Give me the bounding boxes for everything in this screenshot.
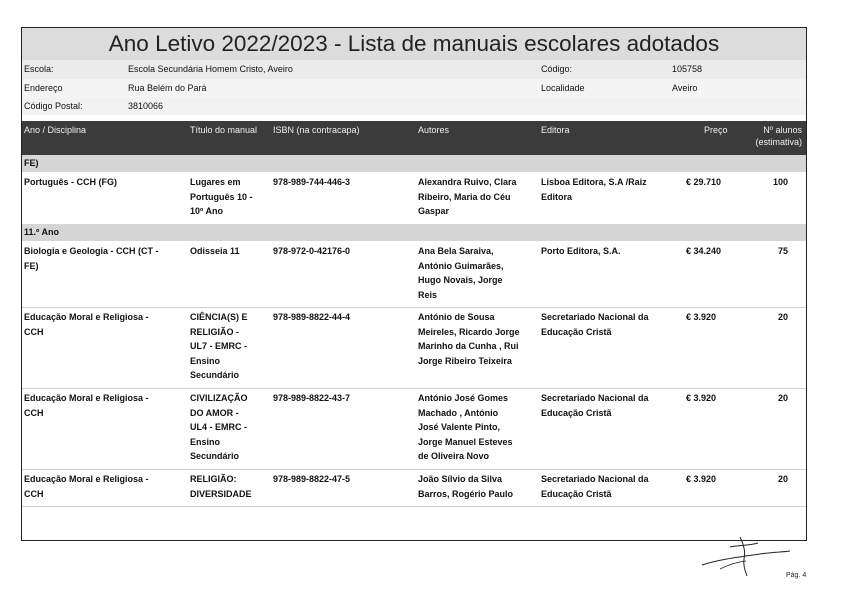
cell-editora-line: Secretariado Nacional da — [541, 474, 649, 484]
cell-autores — [418, 310, 536, 368]
handwritten-signature — [700, 535, 792, 577]
col-ano-disciplina: Ano / Disciplina — [24, 125, 87, 135]
localidade-label: Localidade — [541, 83, 585, 93]
col-preco: Preço — [704, 125, 728, 135]
cell-editora-line: Educação Cristã — [541, 488, 612, 499]
table-row — [22, 469, 806, 507]
cell-preco: € 3.920 — [686, 393, 717, 403]
cell-titulo-line: DIVERSIDADE — [190, 488, 252, 499]
cell-autores-line: Reis — [418, 289, 438, 300]
cell-autores-line: Meireles, Ricardo Jorge — [418, 326, 520, 337]
codigo-value: 105758 — [672, 64, 703, 74]
cell-alunos: 20 — [777, 312, 788, 322]
cell-editora — [541, 472, 681, 501]
cell-disciplina — [24, 391, 184, 420]
cell-autores-line: Marinho da Cunha , Rui — [418, 341, 519, 351]
page-number: Pág. 4 — [786, 572, 807, 579]
cell-autores-line: Barros, Rogério Paulo — [418, 488, 514, 499]
cell-titulo-line: Ensino — [190, 436, 221, 447]
codigo-label: Código: — [541, 64, 573, 74]
col-alunos-line1: Nº alunos — [763, 125, 802, 135]
table-body — [22, 155, 806, 540]
cell-titulo-line: RELIGIÃO - — [190, 326, 239, 337]
cell-alunos: 20 — [777, 393, 788, 403]
cell-autores-line: Jorge Manuel Esteves — [418, 436, 513, 447]
cell-autores-line: António de Sousa — [418, 312, 495, 322]
cell-disciplina — [24, 175, 184, 190]
cell-autores-line: Jorge Ribeiro Teixeira — [418, 355, 512, 366]
cell-isbn: 978-989-8822-44-4 — [273, 312, 351, 322]
cell-disciplina — [24, 310, 184, 339]
cell-titulo-line: DO AMOR - — [190, 407, 239, 418]
cell-titulo-line: 10º Ano — [190, 206, 223, 216]
cell-editora-line: Porto Editora, S.A. — [541, 246, 621, 256]
cell-autores-line: Gaspar — [418, 206, 450, 216]
cell-titulo-line: UL4 - EMRC - — [190, 422, 247, 432]
cell-titulo-line: Odisseia 11 — [190, 246, 240, 256]
cell-autores-line: de Oliveira Novo — [418, 451, 490, 461]
cell-isbn: 978-989-744-446-3 — [273, 177, 351, 187]
cell-titulo-line: CIVILIZAÇÃO — [190, 393, 248, 403]
cell-preco: € 3.920 — [686, 312, 717, 322]
col-isbn: ISBN (na contracapa) — [273, 125, 360, 135]
cell-autores-line: António Guimarães, — [418, 260, 504, 271]
table-row — [22, 388, 806, 470]
cell-titulo — [190, 472, 268, 501]
cell-editora — [541, 391, 681, 420]
cell-titulo — [190, 391, 268, 464]
col-autores: Autores — [418, 125, 450, 135]
cell-autores-line: Ana Bela Saraiva, — [418, 246, 494, 256]
cell-editora-line: Secretariado Nacional da — [541, 393, 649, 403]
cell-autores-line: José Valente Pinto, — [418, 422, 501, 432]
cell-disciplina-line: Educação Moral e Religiosa - — [24, 312, 149, 322]
document-frame — [21, 27, 807, 541]
school-info — [22, 60, 806, 121]
cell-disciplina-line: CCH — [24, 326, 44, 337]
codigo-postal-value: 3810066 — [128, 101, 164, 111]
codigo-postal-label: Código Postal: — [24, 101, 83, 111]
cell-editora-line: Lisboa Editora, S.A /Raiz — [541, 177, 647, 187]
cell-preco: € 3.920 — [686, 474, 717, 484]
cell-titulo-line: CIÊNCIA(S) E — [190, 312, 248, 322]
section-header: 11.º Ano — [22, 224, 806, 241]
cell-editora — [541, 244, 681, 259]
cell-alunos: 75 — [777, 246, 788, 256]
page-title: Ano Letivo 2022/2023 - Lista de manuais escolares adotados — [22, 28, 806, 60]
cell-disciplina-line: Educação Moral e Religiosa - — [24, 474, 149, 484]
cell-autores — [418, 175, 536, 219]
cell-editora-line: Secretariado Nacional da — [541, 312, 649, 322]
cell-disciplina — [24, 244, 184, 273]
cell-alunos: 100 — [772, 177, 788, 187]
cell-titulo-line: Lugares em — [190, 177, 241, 187]
cell-disciplina — [24, 472, 184, 501]
cell-autores — [418, 244, 536, 302]
escola-label: Escola: — [24, 64, 54, 74]
cell-autores-line: João Sílvio da Silva — [418, 474, 503, 484]
cell-disciplina-line: Português - CCH (FG) — [24, 177, 117, 187]
cell-autores-line: Ribeiro, Maria do Céu — [418, 191, 511, 202]
cell-autores — [418, 391, 536, 464]
col-alunos-line2: (estimativa) — [755, 137, 802, 147]
escola-value: Escola Secundária Homem Cristo, Aveiro — [128, 64, 293, 74]
col-editora: Editora — [541, 125, 570, 135]
cell-disciplina-line: CCH — [24, 407, 44, 418]
cell-autores-line: António José Gomes — [418, 393, 509, 403]
cell-disciplina-line: FE) — [24, 260, 39, 271]
table-row — [22, 307, 806, 389]
cell-editora-line: Editora — [541, 191, 573, 202]
cell-editora — [541, 175, 681, 204]
school-info-row — [22, 98, 806, 115]
cell-titulo-line: Secundário — [190, 370, 240, 380]
cell-isbn: 978-989-8822-43-7 — [273, 393, 351, 403]
col-alunos — [744, 125, 802, 147]
cell-titulo — [190, 310, 268, 383]
cell-isbn: 978-972-0-42176-0 — [273, 246, 351, 256]
col-titulo: Título do manual — [190, 125, 258, 135]
school-info-row — [22, 79, 806, 98]
cell-titulo-line: Ensino — [190, 355, 221, 366]
cell-alunos: 20 — [777, 474, 788, 484]
endereco-label: Endereço — [24, 83, 63, 93]
cell-editora — [541, 310, 681, 339]
localidade-value: Aveiro — [672, 83, 698, 93]
endereco-value: Rua Belém do Pará — [128, 83, 207, 93]
table-row — [22, 172, 806, 225]
school-info-row — [22, 60, 806, 79]
cell-preco: € 29.710 — [686, 177, 722, 187]
cell-editora-line: Educação Cristã — [541, 326, 612, 337]
table-row — [22, 241, 806, 308]
cell-disciplina-line: Biologia e Geologia - CCH (CT - — [24, 246, 159, 256]
cell-autores-line: Machado , António — [418, 407, 499, 418]
cell-editora-line: Educação Cristã — [541, 407, 612, 418]
cell-preco: € 34.240 — [686, 246, 722, 256]
cell-autores-line: Alexandra Ruivo, Clara — [418, 177, 517, 187]
cell-titulo-line: UL7 - EMRC - — [190, 341, 247, 351]
table-header — [22, 121, 806, 155]
cell-titulo-line: RELIGIÃO: — [190, 474, 237, 484]
cell-autores-line: Hugo Novais, Jorge — [418, 275, 503, 285]
cell-titulo-line: Português 10 - — [190, 191, 253, 202]
cell-disciplina-line: CCH — [24, 488, 44, 499]
section-header: FE) — [22, 155, 806, 172]
cell-isbn: 978-989-8822-47-5 — [273, 474, 351, 484]
cell-disciplina-line: Educação Moral e Religiosa - — [24, 393, 149, 403]
cell-titulo-line: Secundário — [190, 451, 240, 461]
cell-autores — [418, 472, 536, 501]
cell-titulo — [190, 175, 268, 219]
cell-titulo — [190, 244, 268, 259]
